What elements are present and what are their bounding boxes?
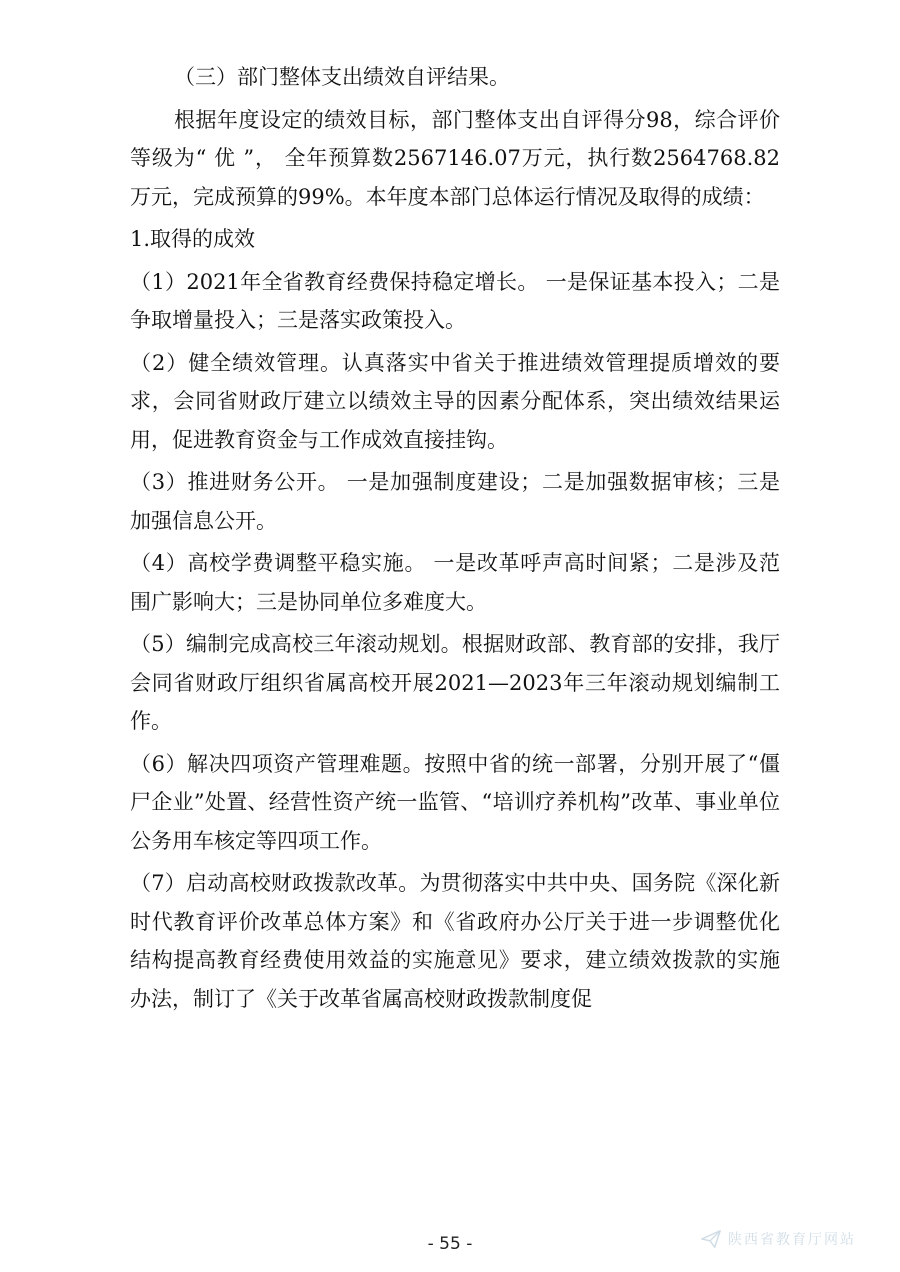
site-watermark (700, 1228, 856, 1250)
achievement-item-6: （6）解决四项资产管理难题。按照中省的统一部署，分别开展了“僵尸企业”处置、经营性资产统一监管、“培训疗养机构”改革、事业单位公务用车核定等四项工作。 (130, 751, 780, 853)
achievement-item-2: （2）健全绩效管理。认真落实中省关于推进绩效管理提质增效的要求，会同省财政厅建立以绩效主导的因素分配体系，突出绩效结果运用，促进教育资金与工作成效直接挂钩。 (130, 350, 780, 452)
achievement-item-5: （5）编制完成高校三年滚动规划。根据财政部、教育部的安排，我厅会同省财政厅组织省属高校开展2021—2023年三年滚动规划编制工作。 (130, 632, 780, 733)
document-body (130, 58, 780, 1022)
achievement-item-1: （1）2021年全省教育经费保持稳定增长。 一是保证基本投入；二是争取增量投入；三是落实政策投入。 (130, 269, 780, 332)
achievement-item-3: （3）推进财务公开。 一是加强制度建设；二是加强数据审核；三是加强信息公开。 (130, 470, 780, 533)
watermark-text: 陕西省教育厅网站 (728, 1232, 856, 1248)
achievements-subheading: 1.取得的成效 (130, 227, 256, 251)
achievement-item-4: （4）高校学费调整平稳实施。 一是改革呼声高时间紧；二是涉及范围广影响大；三是协同单位多难度大。 (130, 551, 780, 614)
paper-plane-icon (700, 1228, 722, 1250)
section-heading: （三）部门整体支出绩效自评结果。 (174, 65, 510, 89)
page-number: - 55 - (427, 1234, 473, 1254)
summary-paragraph: 根据年度设定的绩效目标，部门整体支出自评得分98，综合评价等级为“ 优 ”， 全年预算数2567146.07万元，执行数2564768.82万元，完成预算的99%。本年度本部门总体运行情况及取得的成绩： (130, 107, 780, 209)
achievement-item-7: （7）启动高校财政拨款改革。为贯彻落实中共中央、国务院《深化新时代教育评价改革总体方案》和《省政府办公厅关于进一步调整优化结构提高教育经费使用效益的实施意见》要求，建立绩效拨款的实施办法，制订了《关于改革省属高校财政拨款制度促 (130, 871, 780, 1011)
